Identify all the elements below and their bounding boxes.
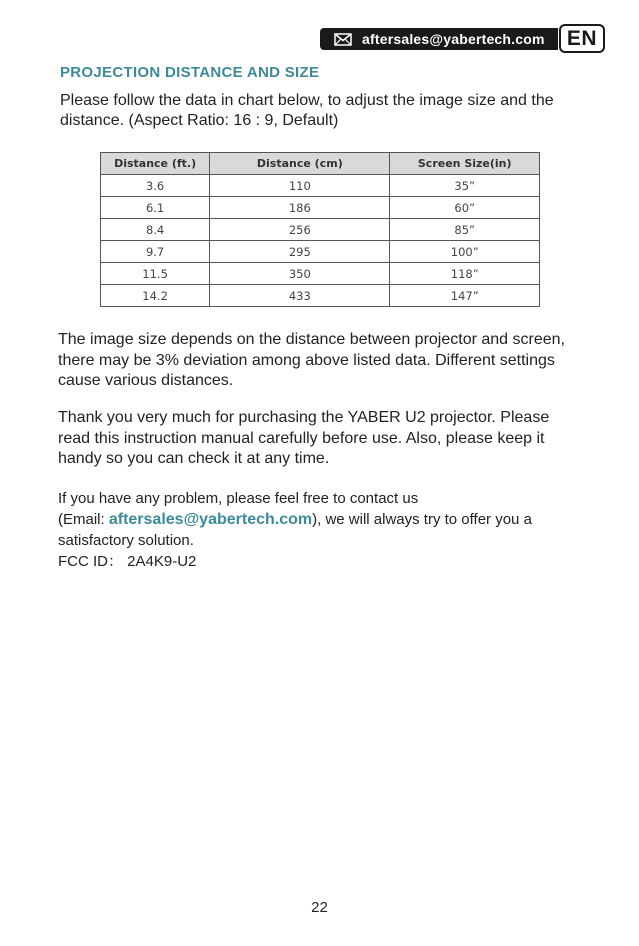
cell-distance-cm: 350: [210, 263, 390, 285]
thanks-paragraph: Thank you very much for purchasing the YABER U2 projector. Please read this instruction manual carefully before use. Also, please keep it handy so you can check it at any time.: [58, 409, 550, 467]
contact-line-3: satisfactory solution.: [58, 532, 194, 549]
cell-screen-size: 85”: [390, 219, 540, 241]
cell-distance-cm: 256: [210, 219, 390, 241]
cell-distance-ft: 3.6: [101, 175, 210, 197]
cell-distance-cm: 295: [210, 241, 390, 263]
cell-distance-ft: 8.4: [101, 219, 210, 241]
section-title: PROJECTION DISTANCE AND SIZE: [60, 64, 320, 81]
language-badge: EN: [559, 24, 605, 53]
header-screen-size: Screen Size(in): [390, 153, 540, 175]
cell-screen-size: 60”: [390, 197, 540, 219]
cell-screen-size: 118”: [390, 263, 540, 285]
header-email-bar: [320, 28, 558, 50]
cell-distance-cm: 433: [210, 285, 390, 307]
cell-distance-cm: 186: [210, 197, 390, 219]
contact-line-1: If you have any problem, please feel free to contact us: [58, 490, 419, 507]
table-header-row: [101, 153, 540, 175]
table-row: [101, 219, 540, 241]
table-row: [101, 285, 540, 307]
cell-distance-ft: 6.1: [101, 197, 210, 219]
contact-prefix: (Email:: [58, 511, 109, 528]
mail-icon: [334, 33, 352, 46]
deviation-paragraph: The image size depends on the distance between projector and screen, there may be 3% deviation among above listed data. Different settings cause various distances.: [58, 331, 565, 389]
page-number: 22: [311, 899, 328, 916]
contact-suffix: ), we will always try to offer you a: [312, 511, 532, 528]
cell-distance-ft: 9.7: [101, 241, 210, 263]
table-row: [101, 263, 540, 285]
header-distance-ft: Distance (ft.): [101, 153, 210, 175]
header-distance-cm: Distance (cm): [210, 153, 390, 175]
table-row: [101, 197, 540, 219]
contact-block: [58, 488, 588, 572]
cell-screen-size: 147”: [390, 285, 540, 307]
fcc-id: FCC ID： 2A4K9-U2: [58, 553, 197, 570]
cell-distance-cm: 110: [210, 175, 390, 197]
cell-screen-size: 35”: [390, 175, 540, 197]
cell-screen-size: 100”: [390, 241, 540, 263]
header-email[interactable]: aftersales@yabertech.com: [362, 31, 545, 47]
distance-table-wrapper: [100, 152, 540, 307]
table-row: [101, 175, 540, 197]
cell-distance-ft: 14.2: [101, 285, 210, 307]
distance-table: [100, 152, 540, 307]
cell-distance-ft: 11.5: [101, 263, 210, 285]
table-row: [101, 241, 540, 263]
contact-email-link[interactable]: aftersales@yabertech.com: [108, 511, 313, 528]
contact-line-2: [58, 509, 588, 530]
intro-paragraph: Please follow the data in chart below, to adjust the image size and the distance. (Aspect Ratio: 16 : 9, Default): [60, 92, 554, 129]
